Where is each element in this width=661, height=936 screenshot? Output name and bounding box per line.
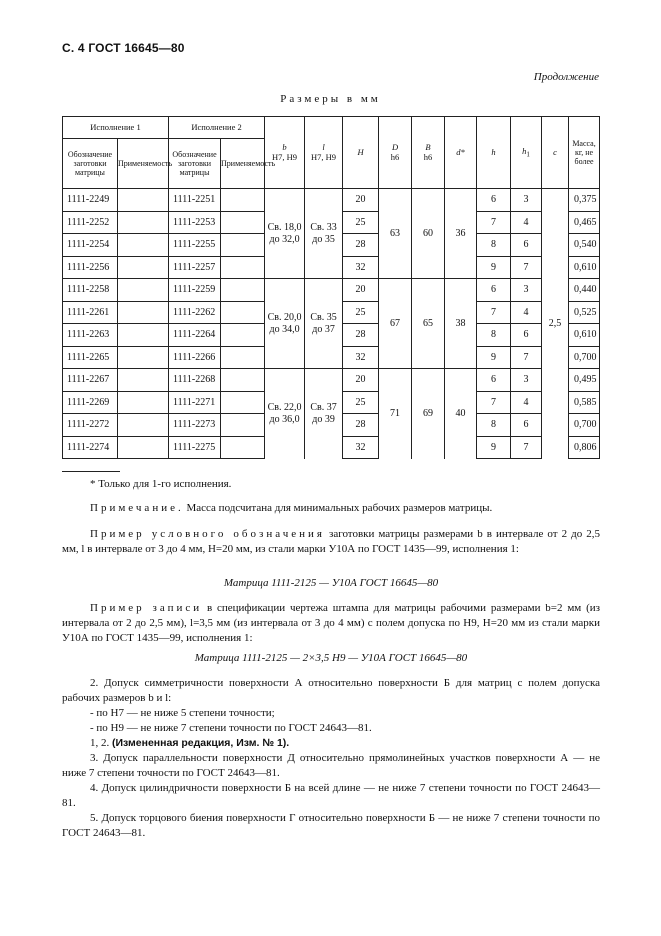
cell-designation-1: 1111-2249	[63, 189, 118, 212]
cell-mass: 0,525	[569, 301, 600, 324]
cell-applicability-1	[118, 301, 169, 324]
example2-formula: Матрица 1111-2125 — 2×3,5 Н9 — У10А ГОСТ 16645—80	[194, 652, 468, 664]
header-c: c	[542, 117, 569, 189]
cell-mass: 0,610	[569, 324, 600, 347]
cell-designation-1: 1111-2254	[63, 234, 118, 257]
cell-applicability-2	[221, 279, 265, 302]
cell-h1: 4	[511, 301, 542, 324]
cell-h: 8	[477, 234, 511, 257]
cell-applicability-1	[118, 346, 169, 369]
note-label: Примечание.	[90, 502, 184, 514]
cell-designation-1: 1111-2269	[63, 391, 118, 414]
cell-applicability-2	[221, 436, 265, 459]
continuation-label: Продолжение	[533, 71, 599, 83]
cell-applicability-2	[221, 346, 265, 369]
cell-H: 32	[343, 256, 379, 279]
cell-mass: 0,610	[569, 256, 600, 279]
header-h1: $h_1$	[511, 117, 542, 189]
cell-designation-2: 1111-2251	[169, 189, 221, 212]
cell-B: 60	[412, 189, 445, 279]
cell-h: 8	[477, 414, 511, 437]
cell-h1: 4	[511, 211, 542, 234]
cell-h1: 3	[511, 189, 542, 212]
clause-4: 4. Допуск цилиндричности поверхности Б на всей длине — не ниже 7 степени точности по ГОСТ 24643—81.	[62, 782, 600, 809]
cell-b-range: Св. 20,0 до 34,0	[265, 279, 305, 369]
dimensions-table	[62, 116, 600, 459]
cell-l-range: Св. 35 до 37	[305, 279, 343, 369]
cell-h: 6	[477, 189, 511, 212]
note	[62, 501, 600, 516]
cell-designation-2: 1111-2255	[169, 234, 221, 257]
clause-5: 5. Допуск торцового биения поверхности Г относительно поверхности Б — не ниже 7 степени точности по ГОСТ 24643—81.	[62, 812, 600, 839]
cell-mass: 0,465	[569, 211, 600, 234]
cell-H: 20	[343, 279, 379, 302]
cell-designation-1: 1111-2263	[63, 324, 118, 347]
footnote-rule	[62, 471, 120, 472]
cell-designation-2: 1111-2257	[169, 256, 221, 279]
cell-applicability-1	[118, 189, 169, 212]
cell-designation-2: 1111-2275	[169, 436, 221, 459]
table-caption: Размеры в мм	[280, 93, 381, 105]
cell-h: 7	[477, 391, 511, 414]
header-d: d*	[445, 117, 477, 189]
cell-designation-1: 1111-2267	[63, 369, 118, 392]
cell-designation-1: 1111-2274	[63, 436, 118, 459]
cell-mass: 0,585	[569, 391, 600, 414]
table-row	[63, 279, 600, 302]
cell-applicability-1	[118, 234, 169, 257]
cell-H: 32	[343, 436, 379, 459]
example2-text: в спецификации чертежа штампа для матрицы рабочими размерами b=2 мм (из интервала от 2 до 2,5 мм), l=3,5 мм (из интервала от 3 до 4 мм) с полем допуска по Н9, H=20 мм из стали марки У10А по ГОСТ 1435—99, исполнения 1:	[62, 602, 600, 644]
cell-designation-2: 1111-2262	[169, 301, 221, 324]
edition-note	[62, 736, 600, 751]
cell-B: 65	[412, 279, 445, 369]
header-designation-1: Обозначение заготовки матрицы	[63, 139, 118, 189]
cell-h1: 6	[511, 324, 542, 347]
cell-b-range: Св. 18,0 до 32,0	[265, 189, 305, 279]
example1	[62, 527, 600, 557]
cell-l-range: Св. 33 до 35	[305, 189, 343, 279]
edition-note-text: (Измененная редакция, Изм. № 1).	[112, 737, 290, 749]
cell-h: 7	[477, 301, 511, 324]
cell-applicability-2	[221, 256, 265, 279]
header-mass: Масса, кг, не более	[569, 117, 600, 189]
cell-D: 63	[379, 189, 412, 279]
cell-designation-1: 1111-2265	[63, 346, 118, 369]
cell-h: 9	[477, 256, 511, 279]
clause-2b: - по Н9 — не ниже 7 степени точности по ГОСТ 24643—81.	[90, 722, 372, 734]
header-designation-2: Обозначение заготовки матрицы	[169, 139, 221, 189]
cell-mass: 0,375	[569, 189, 600, 212]
cell-h1: 3	[511, 279, 542, 302]
cell-designation-2: 1111-2264	[169, 324, 221, 347]
cell-applicability-2	[221, 391, 265, 414]
cell-applicability-1	[118, 211, 169, 234]
cell-H: 28	[343, 324, 379, 347]
cell-designation-2: 1111-2273	[169, 414, 221, 437]
cell-H: 28	[343, 414, 379, 437]
cell-mass: 0,495	[569, 369, 600, 392]
cell-H: 28	[343, 234, 379, 257]
cell-c: 2,5	[542, 189, 569, 459]
cell-applicability-2	[221, 324, 265, 347]
cell-applicability-1	[118, 391, 169, 414]
cell-applicability-2	[221, 211, 265, 234]
cell-h1: 7	[511, 346, 542, 369]
cell-designation-2: 1111-2253	[169, 211, 221, 234]
example2-label: Пример записи	[90, 602, 203, 614]
cell-designation-2: 1111-2268	[169, 369, 221, 392]
cell-h: 9	[477, 346, 511, 369]
cell-applicability-1	[118, 414, 169, 437]
cell-h1: 7	[511, 256, 542, 279]
cell-h1: 7	[511, 436, 542, 459]
cell-applicability-2	[221, 414, 265, 437]
cell-applicability-2	[221, 369, 265, 392]
cell-applicability-1	[118, 436, 169, 459]
cell-h: 8	[477, 324, 511, 347]
page-header: С. 4 ГОСТ 16645—80	[62, 41, 185, 55]
cell-h: 7	[477, 211, 511, 234]
cell-h: 6	[477, 369, 511, 392]
cell-designation-2: 1111-2259	[169, 279, 221, 302]
clause-3: 3. Допуск параллельности поверхности Д относительно прямолинейных участков поверхности А — не ниже 7 степени точности по ГОСТ 24643—81.	[62, 752, 600, 779]
cell-mass: 0,700	[569, 414, 600, 437]
cell-mass: 0,700	[569, 346, 600, 369]
cell-l-range: Св. 37 до 39	[305, 369, 343, 459]
example1-formula: Матрица 1111-2125 — У10А ГОСТ 16645—80	[223, 577, 439, 589]
group1-header: Исполнение 1	[63, 117, 169, 139]
cell-applicability-1	[118, 279, 169, 302]
cell-applicability-2	[221, 234, 265, 257]
cell-H: 32	[343, 346, 379, 369]
example1-text: заготовки матрицы размерами b в интервале от 2 до 2,5 мм, l в интервале от 3 до 4 мм, H=20 мм, из стали марки У10А по ГОСТ 1435—99, исполнения 1:	[62, 528, 600, 555]
cell-mass: 0,806	[569, 436, 600, 459]
footnote: * Только для 1-го исполнения.	[90, 478, 232, 490]
cell-D: 67	[379, 279, 412, 369]
header-h: h	[477, 117, 511, 189]
cell-B: 69	[412, 369, 445, 459]
header-B: B h6	[412, 117, 445, 189]
note-text: Масса подсчитана для минимальных рабочих размеров матрицы.	[183, 502, 493, 514]
cell-d: 40	[445, 369, 477, 459]
example1-label: Пример условного обозначения	[90, 528, 325, 540]
header-applicability-1: Применяемость	[118, 139, 169, 189]
cell-designation-1: 1111-2258	[63, 279, 118, 302]
cell-applicability-1	[118, 256, 169, 279]
edition-note-number: 1, 2.	[90, 737, 110, 749]
table-row	[63, 189, 600, 212]
cell-D: 71	[379, 369, 412, 459]
header-D: D h6	[379, 117, 412, 189]
clauses	[62, 676, 600, 841]
header-applicability-2: Применяемость	[221, 139, 265, 189]
example2	[62, 601, 600, 646]
header-l: l H7, H9	[305, 117, 343, 189]
cell-h1: 4	[511, 391, 542, 414]
cell-designation-1: 1111-2272	[63, 414, 118, 437]
cell-H: 25	[343, 391, 379, 414]
cell-mass: 0,540	[569, 234, 600, 257]
clause-2: 2. Допуск симметричности поверхности А относительно поверхности Б для матриц с полем допуска рабочих размеров b и l:	[62, 677, 600, 704]
cell-d: 36	[445, 189, 477, 279]
cell-d: 38	[445, 279, 477, 369]
group2-header: Исполнение 2	[169, 117, 265, 139]
cell-h1: 6	[511, 234, 542, 257]
cell-H: 25	[343, 211, 379, 234]
cell-applicability-1	[118, 324, 169, 347]
cell-mass: 0,440	[569, 279, 600, 302]
cell-applicability-2	[221, 301, 265, 324]
cell-b-range: Св. 22,0 до 36,0	[265, 369, 305, 459]
clause-2a: - по Н7 — не ниже 5 степени точности;	[90, 707, 275, 719]
header-H: H	[343, 117, 379, 189]
cell-h: 6	[477, 279, 511, 302]
cell-H: 20	[343, 369, 379, 392]
cell-H: 25	[343, 301, 379, 324]
header-b: b H7, H9	[265, 117, 305, 189]
table-row	[63, 369, 600, 392]
cell-h1: 6	[511, 414, 542, 437]
cell-designation-2: 1111-2271	[169, 391, 221, 414]
cell-applicability-2	[221, 189, 265, 212]
cell-designation-1: 1111-2256	[63, 256, 118, 279]
cell-designation-2: 1111-2266	[169, 346, 221, 369]
cell-h1: 3	[511, 369, 542, 392]
cell-applicability-1	[118, 369, 169, 392]
cell-designation-1: 1111-2261	[63, 301, 118, 324]
cell-H: 20	[343, 189, 379, 212]
cell-designation-1: 1111-2252	[63, 211, 118, 234]
cell-h: 9	[477, 436, 511, 459]
